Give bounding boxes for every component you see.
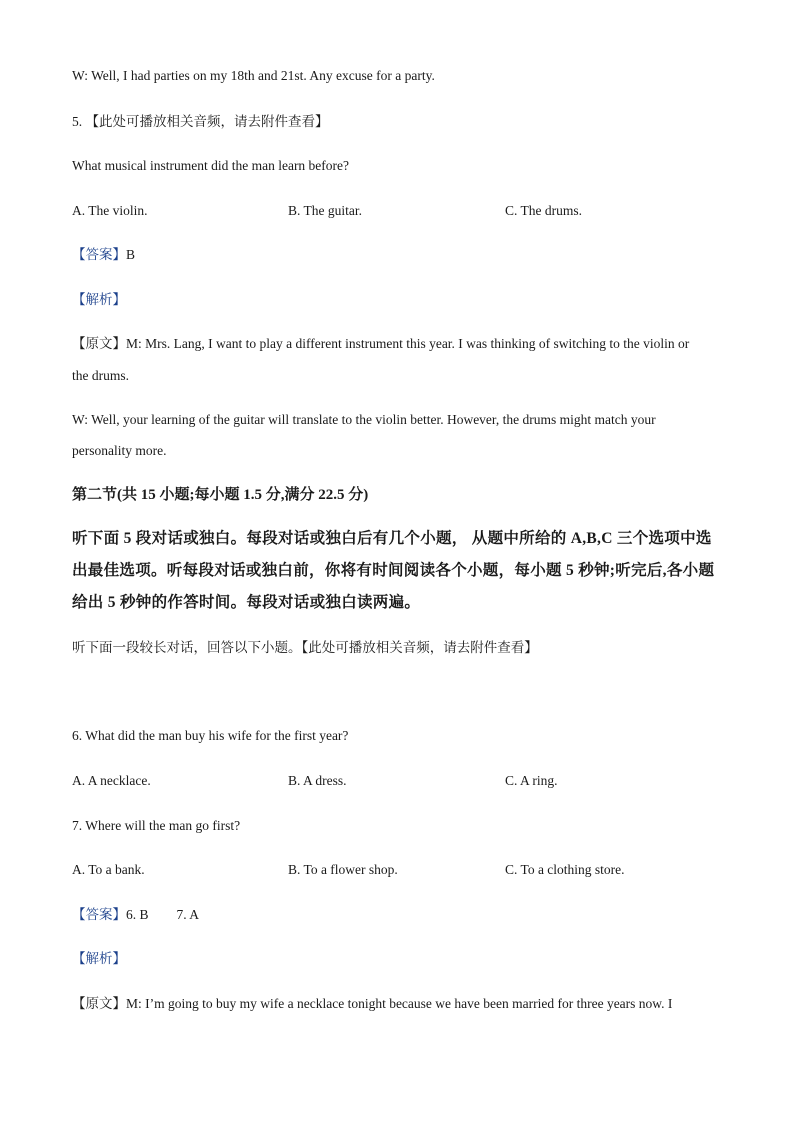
q5-original-line-2: the drums. bbox=[72, 368, 129, 383]
q5-option-b: B. The guitar. bbox=[288, 203, 362, 218]
q7-option-c: C. To a clothing store. bbox=[505, 862, 625, 877]
q67-analysis bbox=[72, 950, 126, 968]
q7-option-b: B. To a flower shop. bbox=[288, 862, 398, 877]
q7-option-a: A. To a bank. bbox=[72, 862, 145, 877]
answer-tag: 【答案】 bbox=[72, 907, 126, 922]
instructions-line-1: 听下面 5 段对话或独白。每段对话或独白后有几个小题， 从题中所给的 A,B,C 三个选项中选 bbox=[72, 530, 712, 547]
q5-answer bbox=[72, 246, 135, 264]
q67-answer bbox=[72, 906, 199, 924]
q6-option-c: C. A ring. bbox=[505, 773, 558, 788]
question-5-number: 5. bbox=[72, 114, 83, 129]
question-7-text: 7. Where will the man go first? bbox=[72, 818, 241, 833]
answer-tag: 【答案】 bbox=[72, 247, 126, 262]
q5-option-a: A. The violin. bbox=[72, 203, 148, 218]
analysis-tag: 【解析】 bbox=[72, 951, 126, 966]
q5-original-line-1 bbox=[72, 335, 689, 353]
q5-analysis bbox=[72, 291, 126, 309]
original-text: M: Mrs. Lang, I want to play a different instrument this year. I was thinking of switching to the violin or bbox=[126, 336, 690, 351]
q6-answer-value: 6. B bbox=[126, 907, 149, 922]
q5-option-c: C. The drums. bbox=[505, 203, 582, 218]
question-5-text: What musical instrument did the man learn before? bbox=[72, 158, 350, 173]
dialogue-line-w-parties: W: Well, I had parties on my 18th and 21st. Any excuse for a party. bbox=[72, 68, 435, 83]
q5-woman-line-1: W: Well, your learning of the guitar will translate to the violin better. However, the drums might match your bbox=[72, 412, 656, 427]
original-text: M: I’m going to buy my wife a necklace tonight because we have been married for three years now. I bbox=[126, 996, 673, 1011]
long-dialogue-instruction: 听下面一段较长对话，回答以下小题。【此处可播放相关音频，请去附件查看】 bbox=[72, 640, 538, 655]
q6-option-b: B. A dress. bbox=[288, 773, 347, 788]
original-tag: 【原文】 bbox=[72, 336, 126, 351]
instructions-line-3: 给出 5 秒钟的作答时间。每段对话或独白读两遍。 bbox=[72, 594, 421, 611]
question-5-header bbox=[72, 113, 329, 131]
analysis-tag: 【解析】 bbox=[72, 292, 126, 307]
instructions-line-2: 出最佳选项。听每段对话或独白前，你将有时间阅读各个小题，每小题 5 秒钟;听完后,各小题 bbox=[72, 562, 715, 579]
section-2-title: 第二节(共 15 小题;每小题 1.5 分,满分 22.5 分) bbox=[72, 487, 369, 503]
original-tag: 【原文】 bbox=[72, 996, 126, 1011]
answer-value: B bbox=[126, 247, 136, 262]
audio-note: 【此处可播放相关音频，请去附件查看】 bbox=[85, 114, 329, 129]
question-6-text: 6. What did the man buy his wife for the first year? bbox=[72, 728, 349, 743]
q6-option-a: A. A necklace. bbox=[72, 773, 151, 788]
q7-answer-value: 7. A bbox=[176, 907, 200, 922]
q67-original-line-1 bbox=[72, 995, 672, 1013]
q5-woman-line-2: personality more. bbox=[72, 443, 167, 458]
